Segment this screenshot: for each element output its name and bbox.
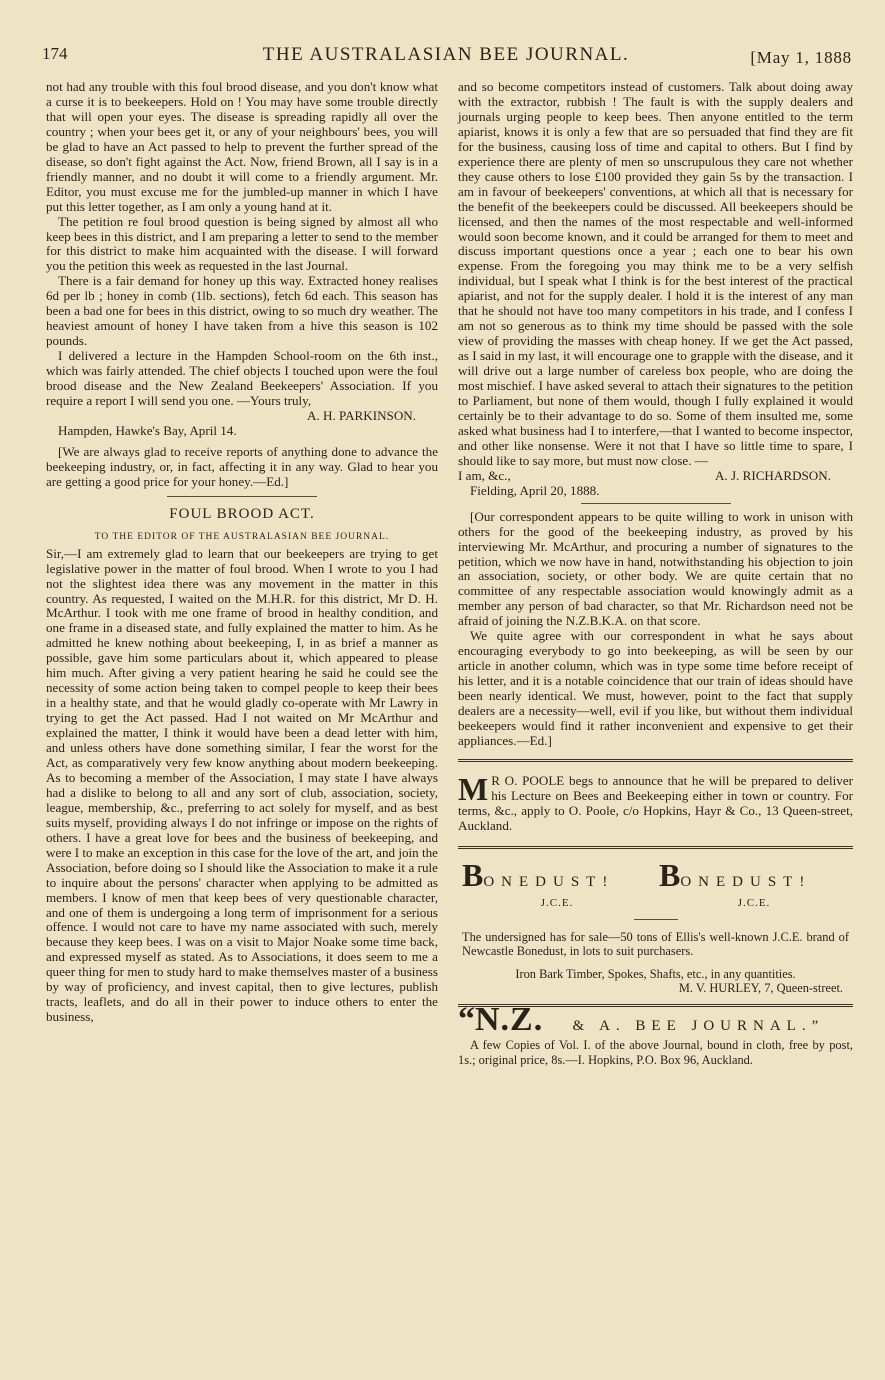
nz-journal-title [458,1000,853,1038]
letter2-signature: A. J. RICHARDSON. [714,467,831,483]
letter2-paragraph: Sir,—I am extremely glad to learn that our beekeepers are trying to get legislative power in the matter of foul brood. When I wrote to you I had not the slightest idea there was any movement in the matter in this country. As requested, I waited on the M.H.R. for this district, Mr D. H. McArthur. I took with me one frame of brood in healthy condition, and one frame in a diseased state, and fully explained the matter to him. As he admitted he knew nothing about beekeeping, I, in as brief a manner as possible, gave him some particulars about it, which appeared to please him much. After giving a very patient hearing he said he could see the necessity of some action being taken to compel people to keep their bees in a healthy state, and that he would gladly co-operate with Mr Lawry in trying to get the Act passed. Had I not waited on Mr McArthur and explained the matter, I think it would have been a dead letter with him, and unless others have done something similar, I fear the worst for the Act, as comparatively very few know anything about modern beekeeping. As to becoming a member of the Association, I may state I have always had a dislike to belong to all and any sort of club, association, society, league, membership, &c., preferring to act solely for myself, and as best suits myself, providing always I do not infringe or impose on the rights of others. I have a great love for bees and the business of beekeeping, and were I to make an exception in this case for the love of the art, and join the Association, before doing so I should like the Association to make it a rule to inquire about the persons' character when applying to be admitted as members. I know of men that keep bees of very questionable character, and one of them is undergoing a long term of imprisonment for a serious offence. I would not care to have my name associated with such, merely because they keep bees. I was on a visit to Major Noake some time back, and expressed myself as stated. As to Associations, it does seem to me a queer thing for men to study hard to make themselves master of a business by way of proficiency, and invest capital, then to give lectures, publish tracts, leaflets, and do all in their power to induce others to enter the business, [46,545,438,1025]
section-heading: FOUL BROOD ACT. [169,505,315,522]
ad-divider [458,759,853,762]
divider [634,919,678,920]
editor-note: We quite agree with our correspondent in what he says about encouraging everybody to go into beekeeping, as will be seen by our article in another column, which was in type some time before receipt of his letter, and it is a notable coincidence that our train of ideas should have been nearly identical. We must, however, point to the fact that supply dealers are a necessity—well, evil if you like, but without them individual beekeepers would find it rather inconvenient and expensive to get their appliances.—Ed.] [458,628,853,748]
bonedust-initial: B [462,856,484,893]
issue-date: [May 1, 1888 [750,48,852,67]
bonedust-ad-text: The undersigned has for sale—50 tons of Ellis's well-known J.C.E. brand of Newcastle Bonedust, in lots to suit purchasers. [462,929,849,959]
right-column [458,80,853,1067]
bonedust-brand: J.C.E. [540,896,574,909]
bonedust-ad-text: Iron Bark Timber, Spokes, Shafts, etc., in any quantities. [515,966,796,981]
letter1-place: Hampden, Hawke's Bay, April 14. [58,422,237,438]
editor-note: [Our correspondent appears to be quite willing to work in unison with others for the good of the beekeeping industry, as proved by his interviewing Mr. McArthur, and procuring a number of signatures to the petition, which we now have in hand, notwithstanding his objection to join an association, society, or other body. We are quite certain that no committee of any respectable association would knowingly admit as a member any person of bad character, so that Mr. Richardson need not be afraid of joining the N.Z.B.K.A. on that score. [458,508,853,629]
left-column [46,80,438,1025]
letter1-signature: A. H. PARKINSON. [306,407,416,423]
editor-note: [We are always glad to receive reports of anything done to advance the beekeeping industry, or, in fact, affecting it in any way. Glad to hear you are getting a good price for your honey.—Ed.] [46,443,438,489]
open-quote: “ [458,1000,475,1038]
bonedust-initial: B [659,856,681,893]
poole-advertisement [458,770,853,834]
bonedust-word: ONEDUST! [680,873,812,890]
divider [581,503,731,504]
ad-divider [458,846,853,849]
bonedust-heading [462,856,652,911]
nz-journal-name: & A. BEE JOURNAL.” [572,1017,825,1034]
journal-title: THE AUSTRALASIAN BEE JOURNAL. [262,44,630,65]
bonedust-brand: J.C.E. [737,896,771,909]
page-header [40,44,852,74]
drop-cap: M [458,770,489,807]
letter2-place: Fielding, April 20, 1888. [470,482,600,498]
divider [167,496,317,497]
letter1-paragraph: There is a fair demand for honey up this way. Extracted honey realises 6d per lb ; honey in comb (1lb. sections), fetch 6d each. This season has been a bad one for bees in this district, owing to so much dry weather. The heaviest amount of honey I have taken from a hive this season is 102 pounds. [46,273,438,349]
bonedust-ad-signature: M. V. HURLEY, 7, Queen-street. [678,981,843,996]
letter2-continuation: and so become competitors instead of customers. Talk about doing away with the extractor, rubbish ! The fault is with the supply dealers and journals urging people to keep bees. Then anyone entitled to the term apiarist, knows it is only a few that are so persuaded that find they are fit for the business, causing loss of time and capital to others. But I find by experience there are plenty of men so unscrupulous they care not whether they cause others to lose £100 provided they gain 5s by the transaction. I am in favour of beekeepers' conventions, at which all that is necessary for the benefit of the beekeepers could be discussed. All beekeepers should be licensed, and then the names of the most respectable and well-informed would soon become known, and it could be arranged for them to meet and discuss important questions once a year ; each one to bear his own expense. From the foregoing you may think me to be a very selfish individual, but I speak what I think is for the best interest of the practical apiarist, and not for the supply dealer. I hold it is the interest of any man that he should not have too many competitors in his trade, and I confess I am not so generous as to think my time should be passed with the sole view of providing the masses with cheap honey. If we get the Act passed, as I said in my last, it will encourage one to grapple with the disease, and it will drive out a large number of careless box people, who are doing the most mischief. I have asked several to attach their signatures to the petition to Parliament, but none of them would, though I fully explained it would certainly be to their advantage to do so. Some of them insulted me, some asked what business had I to interfere,—that I wanted to become inspector, and other like nonsense. Were it not that I have so little time to spare, I should like to say more, but must now close. — [458,79,853,468]
letter2-closing: I am, &c., [458,467,511,483]
nz-initials: N.Z. [475,1000,544,1038]
section-subheading: TO THE EDITOR OF THE AUSTRALASIAN BEE JOURNAL. [94,531,390,542]
nz-journal-advertisement [458,1000,853,1067]
letter1-paragraph: I delivered a lecture in the Hampden School-room on the 6th inst., which was fairly attended. The chief objects I touched upon were the foul brood disease and the New Zealand Beekeepers' Association. If you require a report I will send you one. —Yours truly, [46,348,438,409]
poole-ad-text: R O. POOLE begs to announce that he will be prepared to deliver his Lecture on Bees and Beekeeping either in town or country. For terms, &c., apply to O. Poole, c/o Hopkins, Hayr & Co., 13 Queen-street, Auckland. [458,772,853,833]
letter1-paragraph: not had any trouble with this foul brood disease, and you don't know what a curse it is to beekeepers. Hold on ! You may have some trouble directly that will open your eyes. The disease is spreading rapidly all over the country ; when your bees get it, or any of your neighbours' bees, you will be glad to have an Act passed to help to prevent the further spread of the disease, so don't fight against the Act. Now, friend Brown, all I say is in a friendly manner, and no doubt it will come to a friendly argument. Mr. Editor, you must excuse me for the jumbled-up manner in which I have put this letter together, as I am only a young hand at it. [46,79,438,214]
letter1-paragraph: The petition re foul brood question is being signed by almost all who keep bees in this district, and I am preparing a letter to send to the member for this district to make him acquainted with the disease. I will forward you the petition this week as requested in the last Journal. [46,213,438,274]
page-number: 174 [42,44,68,63]
bonedust-heading [659,856,849,911]
bonedust-advertisement [458,856,853,996]
bonedust-word: ONEDUST! [483,873,615,890]
nz-ad-text: A few Copies of Vol. I. of the above Journal, bound in cloth, free by post, 1s.; original price, 8s.—I. Hopkins, P.O. Box 96, Auckland. [458,1037,853,1067]
